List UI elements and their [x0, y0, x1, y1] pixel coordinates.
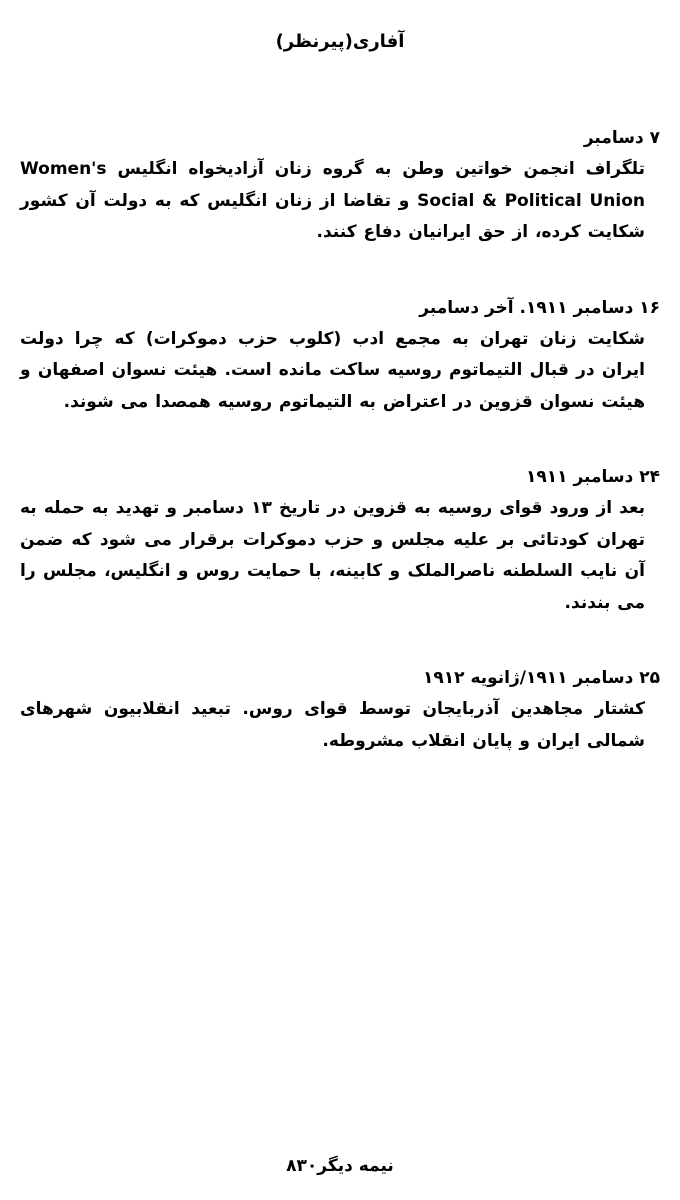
chronology-entry — [20, 292, 660, 419]
chronology-entry — [20, 461, 660, 619]
entry-date-heading: ۱۶ دسامبر ۱۹۱۱. آخر دسامبر — [419, 297, 660, 318]
chronology-entry — [20, 122, 660, 249]
entry-body-text: تلگراف انجمن خواتین وطن به گروه زنان آزادیخواه انگلیس Women's Social & Political Union و تقاضا از زنان انگلیس که به دولت آن کشور شکایت کرده، از حق ایرانیان دفاع کنند. — [20, 159, 645, 242]
entry-body-text: شکایت زنان تهران به مجمع ادب (کلوب حزب دموکرات) که چرا دولت ایران در قبال التیماتوم روسیه ساکت مانده است. هیئت نسوان اصفهان و هیئت نسوان قزوین در اعتراض به التیماتوم روسیه همصدا می شوند. — [20, 328, 645, 412]
chronology-entry — [20, 662, 660, 757]
entry-date-heading: ۲۴ دسامبر ۱۹۱۱ — [526, 467, 660, 487]
entry-date-heading: ۲۵ دسامبر ۱۹۱۱/ژانویه ۱۹۱۲ — [423, 668, 660, 688]
chronology-entries — [20, 122, 660, 800]
entry-body-text: بعد از ورود قوای روسیه به قزوین در تاریخ ۱۳ دسامبر و تهدید به حمله به تهران کودتائی بر علیه مجلس و حزب دموکرات برقرار می شود که ضمن آن نایب السلطنه ناصرالملک و کابینه، با حمایت روس و انگلیس، مجلس را می بندند. — [20, 498, 645, 613]
page-footer-journal-pagenumber: نیمه دیگر۸۳٠ — [286, 1156, 394, 1176]
page-title: آفاری(پیرنظر) — [275, 31, 405, 52]
entry-date-heading: ۷ دسامبر — [583, 128, 660, 148]
entry-body-text: کشتار مجاهدین آذربایجان توسط قوای روس. تبعید انقلابیون شهرهای شمالی ایران و پایان انقلاب مشروطه. — [20, 699, 645, 751]
